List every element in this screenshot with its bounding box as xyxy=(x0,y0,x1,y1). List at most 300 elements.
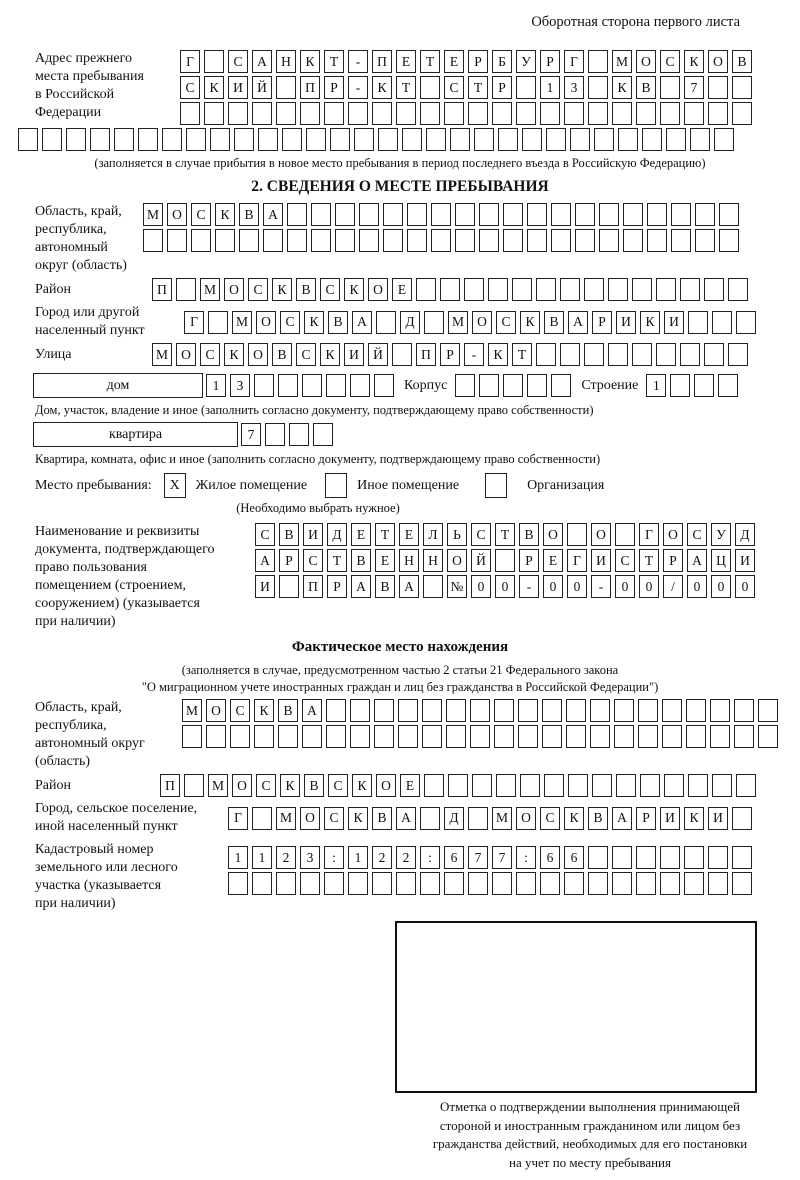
char-box: С xyxy=(660,50,680,73)
char-box xyxy=(594,128,614,151)
char-box: О xyxy=(300,807,320,830)
char-box xyxy=(448,774,468,797)
char-box xyxy=(520,774,540,797)
char-box xyxy=(326,374,346,397)
char-box xyxy=(444,872,464,895)
char-box: О xyxy=(232,774,252,797)
char-box: В xyxy=(375,575,395,598)
char-box xyxy=(527,229,547,252)
char-box xyxy=(660,76,680,99)
char-box: Д xyxy=(327,523,347,546)
char-box xyxy=(690,128,710,151)
char-box xyxy=(440,278,460,301)
char-box: В xyxy=(278,699,298,722)
char-box xyxy=(208,311,228,334)
char-box xyxy=(732,846,752,869)
char-box xyxy=(544,774,564,797)
char-box: О xyxy=(472,311,492,334)
char-box: У xyxy=(711,523,731,546)
char-box: М xyxy=(276,807,296,830)
dom-block xyxy=(33,373,782,398)
char-box xyxy=(431,229,451,252)
fact-note-line-1: (заполняется в случае, предусмотренном частью 2 статьи 21 Федерального закона xyxy=(181,663,619,677)
char-box: П xyxy=(300,76,320,99)
char-box xyxy=(708,846,728,869)
prev-address-row-1 xyxy=(180,50,752,73)
char-box xyxy=(684,872,704,895)
char-box xyxy=(234,128,254,151)
char-box xyxy=(265,423,285,446)
char-box xyxy=(287,203,307,226)
char-box xyxy=(326,699,346,722)
char-box: В xyxy=(351,549,371,572)
char-box xyxy=(708,872,728,895)
char-box: Л xyxy=(423,523,443,546)
char-box xyxy=(470,699,490,722)
char-box xyxy=(636,872,656,895)
char-box: 7 xyxy=(492,846,512,869)
kadastr-label-line: участка (указывается xyxy=(35,878,162,893)
gorod-label xyxy=(18,304,184,340)
char-box xyxy=(282,128,302,151)
inoe-option-label: Иное помещение xyxy=(357,477,460,493)
char-box xyxy=(671,203,691,226)
raion-block xyxy=(18,278,782,301)
char-box xyxy=(495,549,515,572)
char-box xyxy=(664,774,684,797)
char-box xyxy=(518,725,538,748)
fact-oblast-rows xyxy=(182,699,778,748)
char-box xyxy=(612,872,632,895)
char-box: А xyxy=(351,575,371,598)
char-box xyxy=(311,203,331,226)
char-box xyxy=(359,229,379,252)
char-box: Т xyxy=(639,549,659,572)
char-box xyxy=(350,699,370,722)
char-box xyxy=(647,203,667,226)
char-box: С xyxy=(444,76,464,99)
char-box: 7 xyxy=(241,423,261,446)
char-box xyxy=(671,229,691,252)
char-box: Р xyxy=(636,807,656,830)
char-box: П xyxy=(152,278,172,301)
char-box xyxy=(680,278,700,301)
char-box xyxy=(446,699,466,722)
char-box xyxy=(182,725,202,748)
char-box: К xyxy=(684,807,704,830)
char-box xyxy=(564,102,584,125)
char-box: Е xyxy=(375,549,395,572)
char-box xyxy=(300,102,320,125)
char-box xyxy=(372,872,392,895)
char-box xyxy=(590,725,610,748)
ulitsa-block xyxy=(18,343,782,366)
char-box xyxy=(492,872,512,895)
char-box xyxy=(712,311,732,334)
fact-title: Фактическое место нахождения xyxy=(291,639,509,655)
char-box: В xyxy=(272,343,292,366)
char-box xyxy=(254,374,274,397)
char-box xyxy=(279,575,299,598)
char-box: Т xyxy=(420,50,440,73)
char-box xyxy=(588,102,608,125)
fact-gorod-label-line: Город, сельское поселение, xyxy=(35,801,198,816)
char-box xyxy=(732,807,752,830)
char-box: В xyxy=(279,523,299,546)
char-box xyxy=(378,128,398,151)
oblast-label-line: Область, край, xyxy=(35,204,122,219)
char-box xyxy=(640,774,660,797)
char-box xyxy=(278,374,298,397)
char-box xyxy=(736,774,756,797)
prev-address-label-line: Адрес прежнего xyxy=(35,51,132,66)
doc-label-line: при наличии) xyxy=(35,614,116,629)
prev-address-row-3 xyxy=(180,102,752,125)
char-box: Й xyxy=(368,343,388,366)
char-box: Ь xyxy=(447,523,467,546)
char-box xyxy=(588,872,608,895)
char-box: Р xyxy=(279,549,299,572)
char-box xyxy=(758,699,778,722)
char-box xyxy=(660,846,680,869)
fact-oblast-block xyxy=(18,699,782,771)
char-box: С xyxy=(280,311,300,334)
char-box xyxy=(503,203,523,226)
char-box: Т xyxy=(324,50,344,73)
char-box: Е xyxy=(400,774,420,797)
char-box: В xyxy=(732,50,752,73)
char-box: К xyxy=(640,311,660,334)
char-box xyxy=(167,229,187,252)
char-box xyxy=(636,846,656,869)
char-box: И xyxy=(660,807,680,830)
char-box: В xyxy=(636,76,656,99)
char-box xyxy=(376,311,396,334)
char-box xyxy=(468,807,488,830)
char-box xyxy=(518,699,538,722)
char-box xyxy=(114,128,134,151)
char-box xyxy=(638,725,658,748)
char-box: М xyxy=(143,203,163,226)
char-box xyxy=(712,774,732,797)
oblast-block xyxy=(18,203,782,275)
char-box: С xyxy=(191,203,211,226)
char-box: Ц xyxy=(711,549,731,572)
char-box xyxy=(374,725,394,748)
char-box xyxy=(306,128,326,151)
raion-label: Район xyxy=(35,282,71,297)
stroenie-label: Строение xyxy=(581,377,639,393)
char-box xyxy=(704,343,724,366)
char-box xyxy=(479,229,499,252)
char-box: Д xyxy=(735,523,755,546)
char-box xyxy=(575,203,595,226)
char-box xyxy=(694,374,714,397)
char-box: Р xyxy=(324,76,344,99)
char-box xyxy=(612,102,632,125)
char-box xyxy=(374,374,394,397)
char-box: 2 xyxy=(396,846,416,869)
char-box xyxy=(575,229,595,252)
char-box: Р xyxy=(663,549,683,572)
char-box: Р xyxy=(440,343,460,366)
char-box xyxy=(276,102,296,125)
doc-label-line: право пользования xyxy=(35,560,147,575)
char-box xyxy=(662,699,682,722)
char-box: Т xyxy=(375,523,395,546)
char-box: Р xyxy=(327,575,347,598)
prev-address-label xyxy=(18,50,180,122)
stroenie-row xyxy=(646,374,738,397)
char-box xyxy=(758,725,778,748)
char-box: К xyxy=(612,76,632,99)
mesto-label: Место пребывания: xyxy=(35,477,152,493)
char-box xyxy=(252,807,272,830)
char-box xyxy=(608,343,628,366)
char-box: 0 xyxy=(687,575,707,598)
char-box xyxy=(407,203,427,226)
prev-address-label-line: места пребывания xyxy=(35,69,144,84)
char-box: Р xyxy=(540,50,560,73)
char-box xyxy=(660,872,680,895)
char-box: 6 xyxy=(444,846,464,869)
char-box xyxy=(396,872,416,895)
char-box xyxy=(618,128,638,151)
char-box xyxy=(90,128,110,151)
char-box xyxy=(623,229,643,252)
char-box xyxy=(424,311,444,334)
char-box: О xyxy=(636,50,656,73)
char-box xyxy=(494,699,514,722)
char-box xyxy=(204,102,224,125)
char-box xyxy=(718,374,738,397)
char-box: О xyxy=(248,343,268,366)
org-option-label: Организация xyxy=(527,477,605,493)
fact-gorod-label xyxy=(18,800,228,836)
char-box xyxy=(660,102,680,125)
char-box xyxy=(184,774,204,797)
char-box: У xyxy=(516,50,536,73)
char-box: Н xyxy=(423,549,443,572)
char-box: С xyxy=(496,311,516,334)
char-box: В xyxy=(372,807,392,830)
char-box xyxy=(615,523,635,546)
fact-raion-block xyxy=(18,774,782,797)
char-box: 2 xyxy=(276,846,296,869)
char-box xyxy=(560,278,580,301)
char-box: : xyxy=(420,846,440,869)
char-box xyxy=(276,872,296,895)
char-box xyxy=(424,774,444,797)
char-box xyxy=(278,725,298,748)
char-box: Е xyxy=(351,523,371,546)
char-box xyxy=(420,76,440,99)
kadastr-row-1 xyxy=(228,846,752,869)
char-box: В xyxy=(588,807,608,830)
char-box: Р xyxy=(519,549,539,572)
char-box xyxy=(18,128,38,151)
char-box: 1 xyxy=(252,846,272,869)
char-box xyxy=(695,203,715,226)
char-box xyxy=(311,229,331,252)
char-box xyxy=(608,278,628,301)
org-checkbox xyxy=(485,473,507,498)
char-box xyxy=(252,872,272,895)
char-box xyxy=(407,229,427,252)
char-box xyxy=(215,229,235,252)
char-box xyxy=(302,725,322,748)
char-box xyxy=(186,128,206,151)
kadastr-label-line: Кадастровый номер xyxy=(35,842,154,857)
char-box xyxy=(162,128,182,151)
char-box: О xyxy=(591,523,611,546)
char-box xyxy=(551,203,571,226)
char-box: И xyxy=(735,549,755,572)
doc-label-line: документа, подтверждающего xyxy=(35,542,215,557)
char-box: А xyxy=(302,699,322,722)
char-box xyxy=(512,278,532,301)
char-box: Й xyxy=(471,549,491,572)
char-box xyxy=(642,128,662,151)
char-box: К xyxy=(224,343,244,366)
oblast-label-line: округ (область) xyxy=(35,258,127,273)
prev-address-label-line: Федерации xyxy=(35,105,102,120)
ulitsa-row xyxy=(152,343,748,366)
char-box: О xyxy=(224,278,244,301)
char-box xyxy=(728,343,748,366)
char-box: А xyxy=(252,50,272,73)
char-box: О xyxy=(206,699,226,722)
char-box xyxy=(728,278,748,301)
char-box: М xyxy=(200,278,220,301)
char-box xyxy=(479,203,499,226)
char-box: Г xyxy=(184,311,204,334)
char-box: Р xyxy=(492,76,512,99)
fact-gorod-label-line: иной населенный пункт xyxy=(35,819,178,834)
char-box xyxy=(354,128,374,151)
char-box xyxy=(560,343,580,366)
char-box xyxy=(446,725,466,748)
char-box: С xyxy=(228,50,248,73)
char-box: 7 xyxy=(684,76,704,99)
char-box: 0 xyxy=(639,575,659,598)
char-box xyxy=(638,699,658,722)
char-box: Е xyxy=(444,50,464,73)
char-box: К xyxy=(280,774,300,797)
fact-raion-row xyxy=(160,774,756,797)
char-box: А xyxy=(396,807,416,830)
doc-row-1 xyxy=(255,523,755,546)
oblast-row-2 xyxy=(143,229,739,252)
char-box xyxy=(584,278,604,301)
mesto-block xyxy=(18,473,782,498)
char-box: М xyxy=(208,774,228,797)
char-box: А xyxy=(687,549,707,572)
char-box: 1 xyxy=(348,846,368,869)
char-box: К xyxy=(352,774,372,797)
char-box: Т xyxy=(468,76,488,99)
char-box: М xyxy=(152,343,172,366)
char-box xyxy=(239,229,259,252)
dom-row xyxy=(206,374,394,397)
char-box xyxy=(289,423,309,446)
char-box xyxy=(468,872,488,895)
char-box xyxy=(688,774,708,797)
char-box xyxy=(662,725,682,748)
char-box: Г xyxy=(567,549,587,572)
char-box: О xyxy=(176,343,196,366)
char-box xyxy=(588,50,608,73)
char-box: С xyxy=(328,774,348,797)
char-box xyxy=(568,774,588,797)
inoe-checkbox xyxy=(325,473,347,498)
char-box xyxy=(258,128,278,151)
char-box xyxy=(176,278,196,301)
char-box xyxy=(416,278,436,301)
char-box xyxy=(143,229,163,252)
char-box xyxy=(420,102,440,125)
char-box xyxy=(719,229,739,252)
char-box: С xyxy=(687,523,707,546)
char-box: К xyxy=(300,50,320,73)
char-box xyxy=(302,374,322,397)
char-box: М xyxy=(612,50,632,73)
char-box: 6 xyxy=(540,846,560,869)
char-box: 1 xyxy=(228,846,248,869)
char-box: К xyxy=(564,807,584,830)
doc-row-2 xyxy=(255,549,755,572)
char-box: Н xyxy=(276,50,296,73)
char-box: О xyxy=(368,278,388,301)
char-box: С xyxy=(256,774,276,797)
char-box xyxy=(542,725,562,748)
prev-address-block xyxy=(18,50,782,125)
char-box: И xyxy=(344,343,364,366)
kadastr-label-line: земельного или лесного xyxy=(35,860,178,875)
char-box xyxy=(710,725,730,748)
char-box xyxy=(498,128,518,151)
char-box xyxy=(398,699,418,722)
char-box xyxy=(455,374,475,397)
char-box: К xyxy=(320,343,340,366)
fact-oblast-label-line: автономный округ xyxy=(35,736,145,751)
oblast-label xyxy=(18,203,143,275)
korpus-row xyxy=(455,374,571,397)
char-box xyxy=(402,128,422,151)
char-box xyxy=(392,343,412,366)
kvartira-row xyxy=(241,423,333,446)
char-box: К xyxy=(254,699,274,722)
char-box: И xyxy=(228,76,248,99)
char-box: С xyxy=(320,278,340,301)
kadastr-block xyxy=(18,841,782,913)
char-box: К xyxy=(344,278,364,301)
char-box: Т xyxy=(396,76,416,99)
char-box: С xyxy=(540,807,560,830)
char-box xyxy=(472,774,492,797)
char-box: Т xyxy=(327,549,347,572)
char-box: С xyxy=(615,549,635,572)
char-box: - xyxy=(348,76,368,99)
char-box: К xyxy=(488,343,508,366)
char-box: А xyxy=(568,311,588,334)
char-box: В xyxy=(296,278,316,301)
fact-oblast-row-1 xyxy=(182,699,778,722)
char-box xyxy=(732,76,752,99)
char-box xyxy=(474,128,494,151)
char-box xyxy=(564,872,584,895)
kadastr-label-line: при наличии) xyxy=(35,896,116,911)
